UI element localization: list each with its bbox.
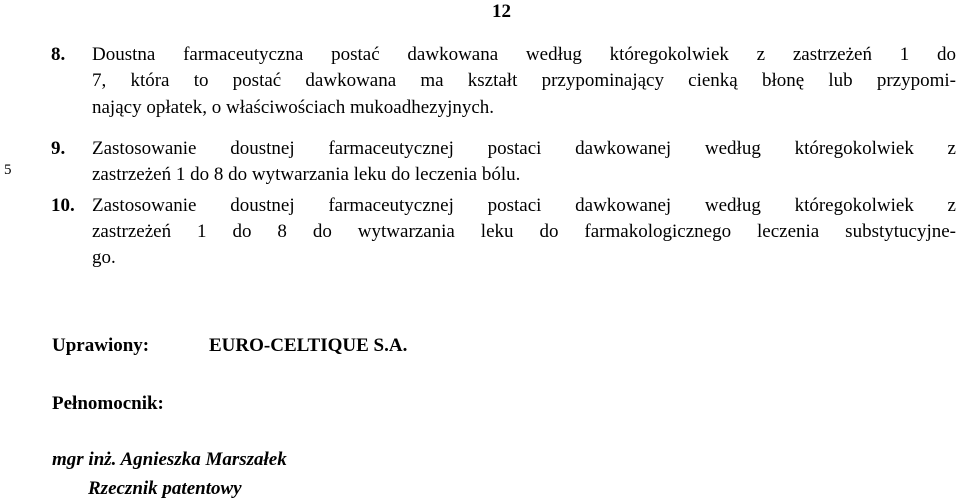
claim-line: Zastosowanie doustnej farmaceutycznej postaci dawkowanej według któregokolwiek z — [92, 195, 956, 216]
claim-line: 7, która to postać dawkowana ma kształt przypominający cienką błonę lub przypomi- — [92, 70, 956, 91]
page-number: 12 — [492, 1, 511, 22]
claim-number: 8. — [51, 44, 66, 65]
claim-number: 10. — [51, 195, 75, 216]
signature-title: Rzecznik patentowy — [88, 478, 242, 499]
margin-line-number: 5 — [4, 162, 12, 178]
claim-line: nający opłatek, o właściwościach mukoadhezyjnych. — [92, 97, 495, 118]
claim-line: Zastosowanie doustnej farmaceutycznej postaci dawkowanej według któregokolwiek z — [92, 138, 956, 159]
attorney-label: Pełnomocnik: — [52, 393, 164, 414]
signature-name: mgr inż. Agnieszka Marszałek — [52, 449, 287, 470]
entitled-value: EURO-CELTIQUE S.A. — [209, 335, 408, 356]
entitled-label: Uprawiony: — [52, 335, 150, 356]
claim-number: 9. — [51, 138, 66, 159]
claim-line: zastrzeżeń 1 do 8 do wytwarzania leku do leczenia bólu. — [92, 164, 521, 185]
claim-line: Doustna farmaceutyczna postać dawkowana według któregokolwiek z zastrzeżeń 1 do — [92, 44, 956, 65]
claim-line: zastrzeżeń 1 do 8 do wytwarzania leku do farmakologicznego leczenia substytucyjne- — [92, 221, 956, 242]
claim-line: go. — [92, 247, 116, 268]
